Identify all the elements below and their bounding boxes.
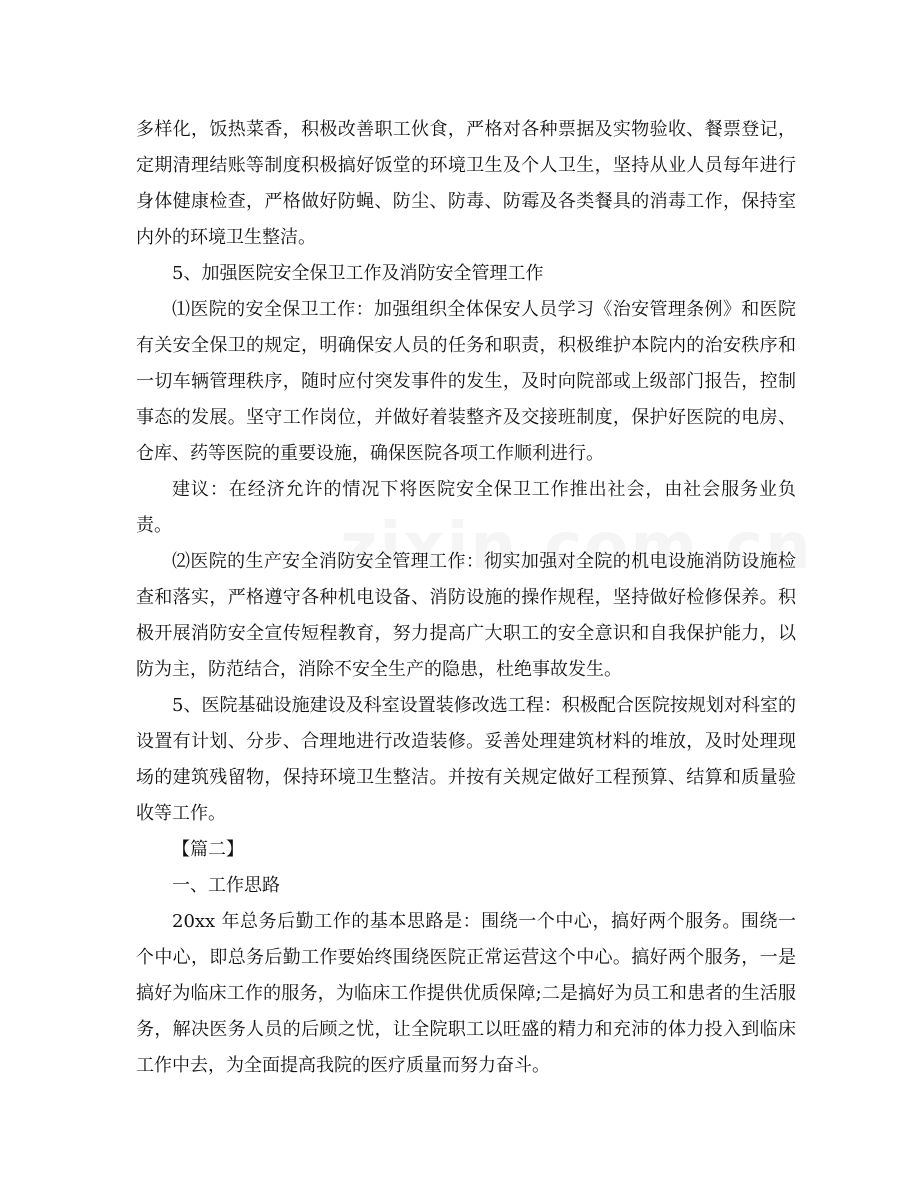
paragraph-security: ⑴医院的安全保卫工作：加强组织全体保安人员学习《治安管理条例》和医院有关安全保卫的规定，明确保安人员的任务和职责，积极维护本院内的治安秩序和一切车辆管理秩序，随时应付突发事件的发生，及时向院部或上级部门报告，控制事态的发展。坚守工作岗位，并做好着装整齐及交接班制度，保护好医院的电房、仓库、药等医院的重要设施，确保医院各项工作顺利进行。 [136, 299, 796, 464]
heading-security-fire: 5、加强医院安全保卫工作及消防安全管理工作 [172, 263, 544, 284]
paragraph-work-ideas: 20xx 年总务后勤工作的基本思路是：围绕一个中心，搞好两个服务。围绕一个中心，即总务后勤工作要始终围绕医院正常运营这个中心。搞好两个服务，一是搞好为临床工作的服务，为临床工作提供优质保障;二是搞好为员工和患者的生活服务，解决医务人员的后顾之忧，让全院职工以旺盛的精力和充沛的体力投入到临床工作中去，为全面提高我院的医疗质量而努力奋斗。 [136, 911, 796, 1076]
document-body [136, 112, 796, 1084]
paragraph-infrastructure: 5、医院基础设施建设及科室设置装修改选工程：积极配合医院按规划对科室的设置有计划、分步、合理地进行改造装修。妥善处理建筑材料的堆放，及时处理现场的建筑残留物，保持环境卫生整洁。并按有关规定做好工程预算、结算和质量验收等工作。 [136, 695, 796, 824]
paragraph-canteen: 多样化，饭热菜香，积极改善职工伙食，严格对各种票据及实物验收、餐票登记，定期清理结账等制度积极搞好饭堂的环境卫生及个人卫生，坚持从业人员每年进行身体健康检查，严格做好防蝇、防尘、防毒、防霉及各类餐具的消毒工作，保持室内外的环境卫生整洁。 [136, 119, 796, 248]
paragraph-fire-safety: ⑵医院的生产安全消防安全管理工作：彻实加强对全院的机电设施消防设施检查和落实，严格遵守各种机电设备、消防设施的操作规程，坚持做好检修保养。积极开展消防安全宣传短程教育，努力提高广大职工的安全意识和自我保护能力，以防为主，防范结合，消除不安全生产的隐患，杜绝事故发生。 [136, 551, 796, 680]
paragraph-suggestion: 建议：在经济允许的情况下将医院安全保卫工作推出社会，由社会服务业负责。 [136, 479, 796, 536]
section-title-part-two: 【篇二】 [172, 839, 244, 860]
heading-work-ideas: 一、工作思路 [172, 875, 280, 896]
